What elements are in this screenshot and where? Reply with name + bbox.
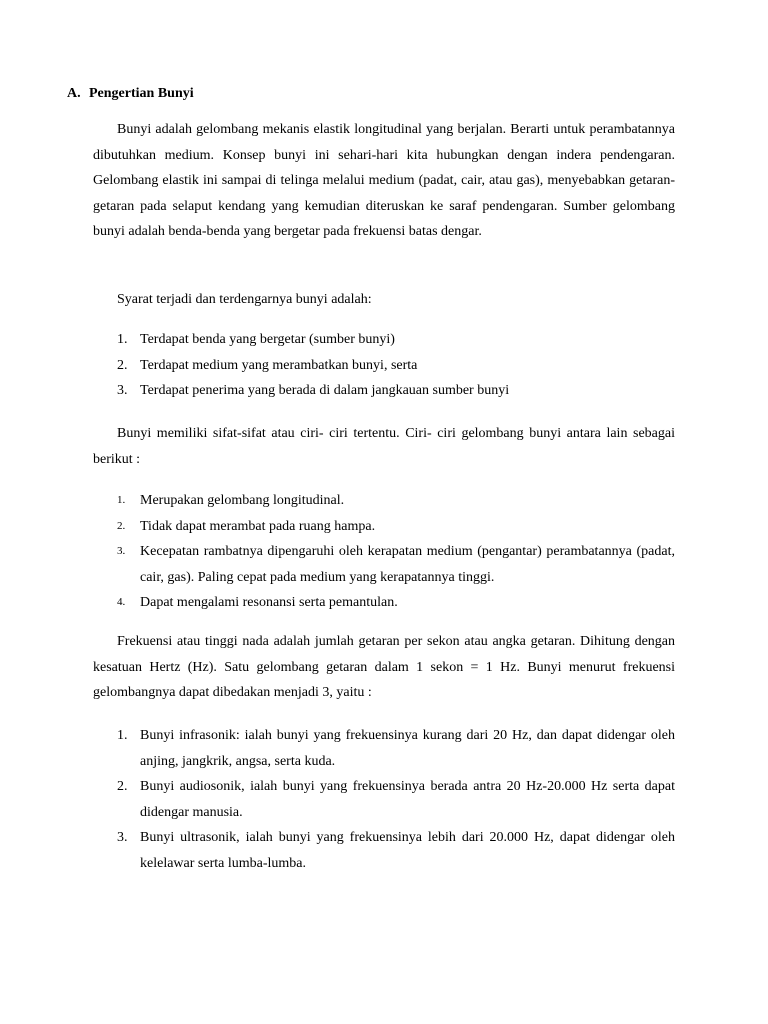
- list-text: Kecepatan rambatnya dipengaruhi oleh kerapatan medium (pengantar) perambatannya (padat, cair, gas). Paling cepat pada medium yang kerapatannya tinggi.: [140, 544, 675, 585]
- ciri-list: [93, 488, 675, 616]
- list-number: 3.: [117, 545, 126, 557]
- list-text: Terdapat penerima yang berada di dalam jangkauan sumber bunyi: [140, 383, 510, 398]
- intro-paragraph: Bunyi adalah gelombang mekanis elastik longitudinal yang berjalan. Berarti untuk perambatannya dibutuhkan medium. Konsep bunyi ini sehari-hari kita hubungkan dengan indera pendengaran. Gelombang elastik ini sampai di telinga melalui medium (padat, cair, atau gas), menyebabkan getaran-getaran pada selaput kendang yang kemudian diteruskan ke saraf pendengaran. Sumber gelombang bunyi adalah benda-benda yang bergetar pada frekuensi batas dengar.: [93, 122, 675, 239]
- syarat-list: [93, 327, 675, 404]
- sifat-paragraph: Bunyi memiliki sifat-sifat atau ciri- ciri tertentu. Ciri- ciri gelombang bunyi antara lain sebagai berikut :: [93, 426, 675, 467]
- list-number: 1.: [117, 332, 128, 347]
- list-number: 1.: [117, 728, 128, 743]
- list-text: Bunyi audiosonik, ialah bunyi yang frekuensinya berada antra 20 Hz-20.000 Hz serta dapat didengar manusia.: [140, 779, 675, 820]
- section-heading: [67, 86, 194, 102]
- list-text: Dapat mengalami resonansi serta pemantulan.: [140, 595, 398, 610]
- list-item: [93, 514, 675, 540]
- list-item: [93, 590, 675, 616]
- list-number: 2.: [117, 779, 128, 794]
- list-text: Terdapat medium yang merambatkan bunyi, serta: [140, 357, 418, 373]
- list-item: [93, 774, 675, 825]
- list-text: Tidak dapat merambat pada ruang hampa.: [140, 518, 376, 534]
- list-item: [93, 353, 675, 379]
- list-text: Bunyi infrasonik: ialah bunyi yang frekuensinya kurang dari 20 Hz, dan dapat didengar oleh anjing, jangkrik, angsa, serta kuda.: [140, 728, 675, 769]
- section-title: Pengertian Bunyi: [89, 86, 194, 101]
- list-item: [93, 539, 675, 590]
- list-item: [93, 327, 675, 353]
- frekuensi-paragraph: Frekuensi atau tinggi nada adalah jumlah getaran per sekon atau angka getaran. Dihitung dengan kesatuan Hertz (Hz). Satu gelombang getaran dalam 1 sekon = 1 Hz. Bunyi menurut frekuensi gelombangnya dapat dibedakan menjadi 3, yaitu :: [93, 634, 675, 700]
- jenis-list: [93, 723, 675, 876]
- section-number: A.: [67, 86, 81, 101]
- list-text: Merupakan gelombang longitudinal.: [140, 493, 345, 508]
- syarat-paragraph: Syarat terjadi dan terdengarnya bunyi adalah:: [117, 292, 372, 307]
- list-item: [93, 488, 675, 514]
- list-text: Terdapat benda yang bergetar (sumber bunyi): [140, 332, 395, 347]
- list-number: 3.: [117, 383, 128, 398]
- list-text: Bunyi ultrasonik, ialah bunyi yang frekuensinya lebih dari 20.000 Hz, dapat didengar oleh kelelawar serta lumba-lumba.: [140, 830, 675, 871]
- list-item: [93, 378, 675, 404]
- list-number: 2.: [117, 519, 126, 532]
- list-number: 1.: [117, 494, 126, 506]
- list-number: 4.: [117, 596, 126, 608]
- list-number: 3.: [117, 830, 128, 845]
- list-item: [93, 825, 675, 876]
- list-item: [93, 723, 675, 774]
- list-number: 2.: [117, 357, 128, 373]
